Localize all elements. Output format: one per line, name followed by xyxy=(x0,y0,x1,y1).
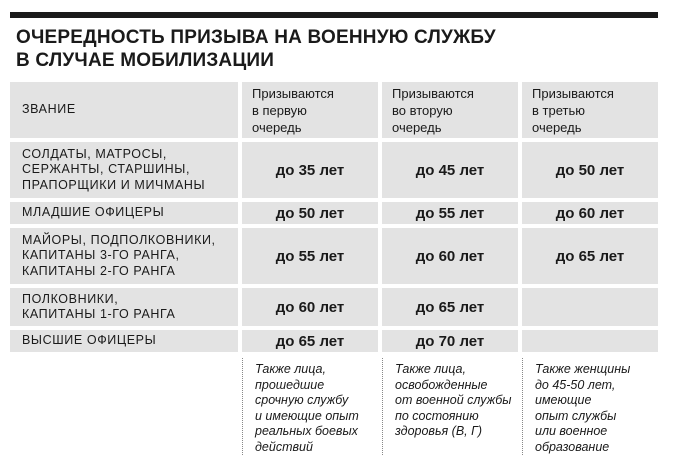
header-rank xyxy=(10,82,238,138)
rank-cell xyxy=(10,142,238,198)
header-queue-3 xyxy=(522,82,658,138)
title-line-1: ОЧЕРЕДНОСТЬ ПРИЗЫВА НА ВОЕННУЮ СЛУЖБУ xyxy=(16,27,496,48)
queue-1-cell: до 35 лет xyxy=(242,142,378,198)
footnote-queue-3 xyxy=(522,358,658,455)
queue-3-cell: до 60 лет xyxy=(522,202,658,224)
rank-line: МАЙОРЫ, ПОДПОЛКОВНИКИ, xyxy=(22,232,216,247)
rank-line: КАПИТАНЫ 1-ГО РАНГА xyxy=(22,307,176,321)
header-queue-2-line: очередь xyxy=(392,119,442,135)
footnote-line: опыт службы xyxy=(535,408,617,423)
rank-line: СОЛДАТЫ, МАТРОСЫ, xyxy=(22,146,167,161)
rank-line: СЕРЖАНТЫ, СТАРШИНЫ, xyxy=(22,162,191,177)
rank-line: ПОЛКОВНИКИ, xyxy=(22,291,119,306)
table-row xyxy=(10,202,660,224)
header-queue-3-line: Призываются xyxy=(532,85,614,101)
header-queue-2 xyxy=(382,82,518,138)
footnote-line: имеющие xyxy=(535,393,592,407)
queue-3-cell: до 65 лет xyxy=(522,228,658,284)
rank-line: КАПИТАНЫ 2-ГО РАНГА xyxy=(22,263,176,278)
footnotes xyxy=(10,358,660,455)
queue-1-cell: до 50 лет xyxy=(242,202,378,224)
footnote-line: здоровья (В, Г) xyxy=(395,424,483,438)
queue-1-cell: до 65 лет xyxy=(242,330,378,352)
footnote-line: срочную службу xyxy=(255,393,349,407)
rank-line: ПРАПОРЩИКИ И МИЧМАНЫ xyxy=(22,177,206,192)
rank-cell xyxy=(10,330,238,352)
header-queue-1-line: в первую xyxy=(252,102,307,118)
header-queue-2-line: во вторую xyxy=(392,102,453,118)
table-header-row xyxy=(10,82,660,138)
footnote-line: до 45-50 лет, xyxy=(535,377,616,392)
queue-3-cell: до 50 лет xyxy=(522,142,658,198)
table-row xyxy=(10,288,660,326)
header-rank-label: ЗВАНИЕ xyxy=(22,102,76,117)
footnote-spacer xyxy=(10,358,242,455)
queue-2-cell: до 55 лет xyxy=(382,202,518,224)
footnote-queue-2 xyxy=(382,358,518,455)
rank-line: МЛАДШИЕ ОФИЦЕРЫ xyxy=(22,205,165,220)
footnote-line: реальных боевых xyxy=(255,424,358,438)
footnote-line: по состоянию xyxy=(395,408,479,423)
footnote-line: от военной службы xyxy=(395,393,512,407)
top-rule xyxy=(10,12,658,18)
footnote-line: освобожденные xyxy=(395,377,488,392)
mobilization-table xyxy=(10,82,660,356)
footnote-line: Также женщины xyxy=(535,362,631,376)
header-queue-1 xyxy=(242,82,378,138)
queue-2-cell: до 60 лет xyxy=(382,228,518,284)
title-line-2: В СЛУЧАЕ МОБИЛИЗАЦИИ xyxy=(16,50,275,71)
rank-cell xyxy=(10,288,238,326)
footnote-line: образование xyxy=(535,439,610,454)
header-queue-3-line: в третью xyxy=(532,102,585,118)
rank-line: ВЫСШИЕ ОФИЦЕРЫ xyxy=(22,333,157,348)
table-row xyxy=(10,228,660,284)
footnote-line: и имеющие опыт xyxy=(255,408,359,423)
table-row xyxy=(10,142,660,198)
footnote-line: Также лица, xyxy=(395,362,466,376)
queue-3-cell-empty xyxy=(522,288,658,326)
queue-2-cell: до 70 лет xyxy=(382,330,518,352)
rank-cell xyxy=(10,202,238,224)
table-row xyxy=(10,330,660,352)
footnote-line: действий xyxy=(255,439,313,454)
queue-3-cell-empty xyxy=(522,330,658,352)
header-queue-2-line: Призываются xyxy=(392,85,474,101)
queue-2-cell: до 45 лет xyxy=(382,142,518,198)
queue-1-cell: до 55 лет xyxy=(242,228,378,284)
queue-2-cell: до 65 лет xyxy=(382,288,518,326)
header-queue-1-line: очередь xyxy=(252,119,302,135)
page-title xyxy=(16,26,496,72)
footnote-line: или военное xyxy=(535,424,608,438)
queue-1-cell: до 60 лет xyxy=(242,288,378,326)
footnote-line: прошедшие xyxy=(255,377,325,392)
rank-line: КАПИТАНЫ 3-ГО РАНГА, xyxy=(22,248,180,263)
header-queue-1-line: Призываются xyxy=(252,85,334,101)
footnote-line: Также лица, xyxy=(255,362,326,376)
footnote-queue-1 xyxy=(242,358,378,455)
rank-cell xyxy=(10,228,238,284)
header-queue-3-line: очередь xyxy=(532,119,582,135)
